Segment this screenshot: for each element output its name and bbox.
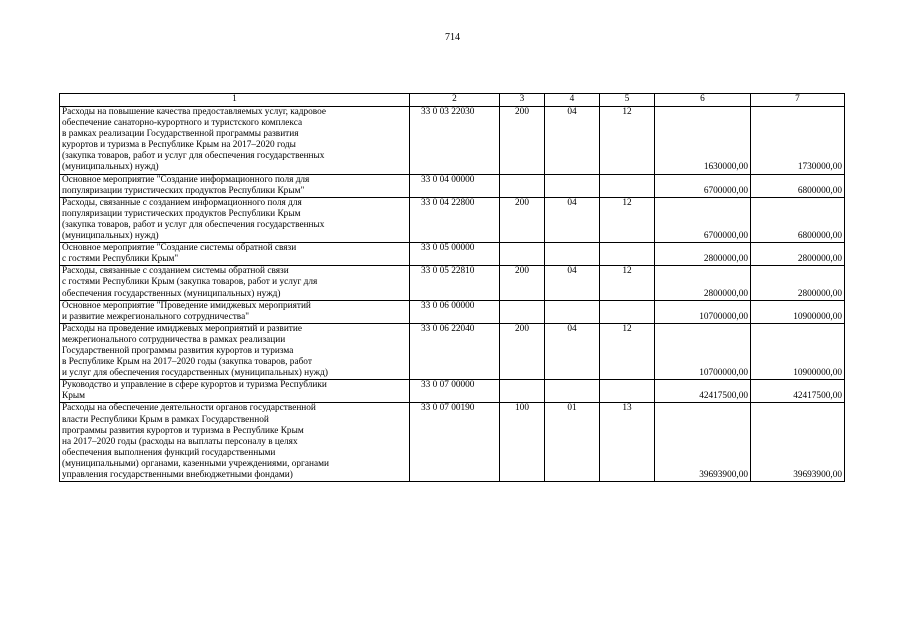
row-expense-type-cell: 200 bbox=[500, 323, 545, 379]
row-subsection-cell: 12 bbox=[600, 107, 655, 175]
row-subsection-cell: 12 bbox=[600, 197, 655, 242]
table-row bbox=[60, 266, 845, 300]
table-row bbox=[60, 380, 845, 403]
row-amount-2020-cell: 6800000,00 bbox=[751, 174, 845, 197]
row-name-cell: Основное мероприятие "Создание информационного поля для популяризации туристических продуктов Республики Крым" bbox=[60, 174, 410, 197]
row-amount-2019-cell: 6700000,00 bbox=[655, 174, 751, 197]
row-expense-type-cell: 100 bbox=[500, 403, 545, 482]
budget-table bbox=[59, 93, 845, 482]
page-number: 714 bbox=[445, 32, 460, 43]
row-subsection-cell bbox=[600, 380, 655, 403]
row-section-cell: 04 bbox=[545, 323, 600, 379]
table-row bbox=[60, 174, 845, 197]
row-code-cell: 33 0 03 22030 bbox=[410, 107, 500, 175]
row-section-cell bbox=[545, 243, 600, 266]
row-amount-2020-cell: 10900000,00 bbox=[751, 323, 845, 379]
row-code-cell: 33 0 07 00000 bbox=[410, 380, 500, 403]
row-amount-2020-cell: 10900000,00 bbox=[751, 300, 845, 323]
header-cell: 6 bbox=[655, 94, 751, 107]
row-name-cell: Расходы, связанные с созданием системы обратной связи с гостями Республики Крым (закупка товаров, работ и услуг для обеспечения государственных (муниципальных) нужд) bbox=[60, 266, 410, 300]
row-amount-2019-cell: 10700000,00 bbox=[655, 300, 751, 323]
row-section-cell bbox=[545, 380, 600, 403]
row-amount-2019-cell: 1630000,00 bbox=[655, 107, 751, 175]
row-subsection-cell: 12 bbox=[600, 266, 655, 300]
row-subsection-cell bbox=[600, 300, 655, 323]
row-amount-2020-cell: 39693900,00 bbox=[751, 403, 845, 482]
table-row bbox=[60, 197, 845, 242]
header-cell: 2 bbox=[410, 94, 500, 107]
row-code-cell: 33 0 04 00000 bbox=[410, 174, 500, 197]
table-row bbox=[60, 403, 845, 482]
row-amount-2019-cell: 2800000,00 bbox=[655, 266, 751, 300]
header-cell: 1 bbox=[60, 94, 410, 107]
row-code-cell: 33 0 07 00190 bbox=[410, 403, 500, 482]
row-amount-2019-cell: 39693900,00 bbox=[655, 403, 751, 482]
row-amount-2020-cell: 6800000,00 bbox=[751, 197, 845, 242]
row-amount-2020-cell: 2800000,00 bbox=[751, 243, 845, 266]
row-amount-2019-cell: 6700000,00 bbox=[655, 197, 751, 242]
row-section-cell bbox=[545, 174, 600, 197]
row-name-cell: Основное мероприятие "Создание системы обратной связи с гостями Республики Крым" bbox=[60, 243, 410, 266]
row-amount-2019-cell: 2800000,00 bbox=[655, 243, 751, 266]
row-amount-2019-cell: 42417500,00 bbox=[655, 380, 751, 403]
header-cell: 3 bbox=[500, 94, 545, 107]
row-amount-2020-cell: 42417500,00 bbox=[751, 380, 845, 403]
row-name-cell: Расходы на проведение имиджевых мероприятий и развитие межрегионального сотрудничества в рамках реализации Государственной программы развития курортов и туризма в Республике Крым на 2017–2020 годы (закупка товаров, работ и услуг для обеспечения государственных (муниципальных) нужд) bbox=[60, 323, 410, 379]
row-code-cell: 33 0 06 00000 bbox=[410, 300, 500, 323]
row-section-cell: 04 bbox=[545, 197, 600, 242]
row-section-cell: 04 bbox=[545, 266, 600, 300]
row-subsection-cell bbox=[600, 243, 655, 266]
row-subsection-cell bbox=[600, 174, 655, 197]
row-code-cell: 33 0 05 22810 bbox=[410, 266, 500, 300]
row-subsection-cell: 13 bbox=[600, 403, 655, 482]
row-expense-type-cell: 200 bbox=[500, 197, 545, 242]
row-amount-2020-cell: 1730000,00 bbox=[751, 107, 845, 175]
row-amount-2019-cell: 10700000,00 bbox=[655, 323, 751, 379]
row-amount-2020-cell: 2800000,00 bbox=[751, 266, 845, 300]
header-cell: 4 bbox=[545, 94, 600, 107]
table-row bbox=[60, 107, 845, 175]
row-code-cell: 33 0 05 00000 bbox=[410, 243, 500, 266]
table-row bbox=[60, 243, 845, 266]
row-code-cell: 33 0 06 22040 bbox=[410, 323, 500, 379]
row-expense-type-cell bbox=[500, 243, 545, 266]
row-name-cell: Расходы, связанные с созданием информационного поля для популяризации туристических продуктов Республики Крым (закупка товаров, работ и услуг для обеспечения государственных (муниципальных) нужд) bbox=[60, 197, 410, 242]
row-name-cell: Расходы на обеспечение деятельности органов государственной власти Республики Крым в рамках Государственной программы развития курортов и туризма в Республике Крым на 2017–2020 годы (расходы на выплаты персоналу в целях обеспечения выполнения функций государственными (муниципальными) органами, казенными учреждениями, органами управления государственными внебюджетными фондами) bbox=[60, 403, 410, 482]
row-expense-type-cell bbox=[500, 300, 545, 323]
header-cell: 7 bbox=[751, 94, 845, 107]
row-expense-type-cell: 200 bbox=[500, 266, 545, 300]
row-section-cell bbox=[545, 300, 600, 323]
table-header-row bbox=[60, 94, 845, 107]
header-cell: 5 bbox=[600, 94, 655, 107]
table-body bbox=[60, 94, 845, 482]
row-section-cell: 01 bbox=[545, 403, 600, 482]
row-expense-type-cell bbox=[500, 380, 545, 403]
row-subsection-cell: 12 bbox=[600, 323, 655, 379]
row-code-cell: 33 0 04 22800 bbox=[410, 197, 500, 242]
row-name-cell: Расходы на повышение качества предоставляемых услуг, кадровое обеспечение санаторно-курортного и туристского комплекса в рамках реализации Государственной программы развития курортов и туризма в Республике Крым на 2017–2020 годы (закупка товаров, работ и услуг для обеспечения государственных (муниципальных) нужд) bbox=[60, 107, 410, 175]
row-name-cell: Основное мероприятие "Проведение имиджевых мероприятий и развитие межрегионального сотрудничества" bbox=[60, 300, 410, 323]
table-row bbox=[60, 323, 845, 379]
row-name-cell: Руководство и управление в сфере курортов и туризма Республики Крым bbox=[60, 380, 410, 403]
row-expense-type-cell: 200 bbox=[500, 107, 545, 175]
row-section-cell: 04 bbox=[545, 107, 600, 175]
table-row bbox=[60, 300, 845, 323]
row-expense-type-cell bbox=[500, 174, 545, 197]
